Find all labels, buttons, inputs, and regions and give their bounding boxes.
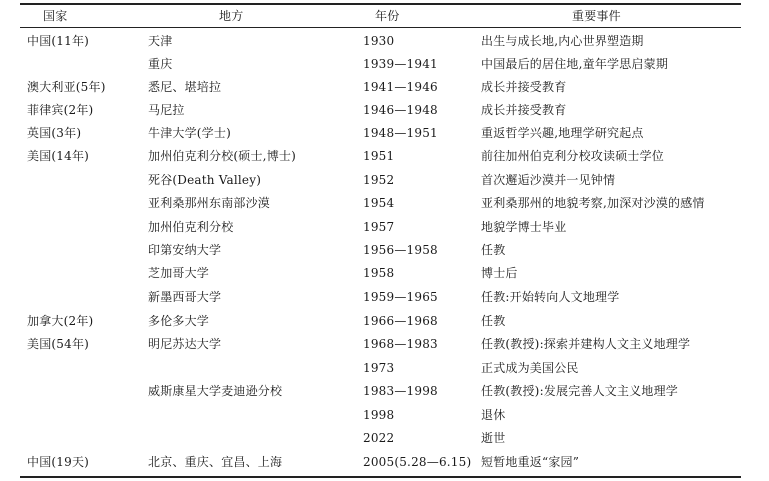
cell-year: 2005(5.28—6.15)	[363, 455, 472, 469]
cell-place: 悉尼、堪培拉	[148, 80, 222, 94]
cell-event: 任教(教授):发展完善人文主义地理学	[481, 384, 679, 398]
header-rule	[20, 27, 741, 28]
cell-place: 天津	[148, 34, 173, 48]
cell-event: 逝世	[481, 431, 506, 445]
cell-country: 中国(11年)	[27, 34, 90, 48]
cell-year: 1957	[363, 220, 395, 234]
cell-country: 加拿大(2年)	[27, 314, 94, 328]
cell-place: 牛津大学(学士)	[148, 126, 231, 140]
cell-year: 1948—1951	[363, 126, 438, 140]
cell-country: 美国(54年)	[27, 337, 90, 351]
cell-year: 1954	[363, 196, 395, 210]
cell-year: 1946—1948	[363, 103, 438, 117]
header-year: 年份	[375, 9, 400, 23]
cell-country: 英国(3年)	[27, 126, 82, 140]
cell-year: 1959—1965	[363, 290, 438, 304]
cell-event: 博士后	[481, 266, 518, 280]
cell-year: 1951	[363, 149, 395, 163]
cell-year: 1930	[363, 34, 395, 48]
cell-year: 1998	[363, 408, 395, 422]
cell-year: 1973	[363, 361, 395, 375]
cell-year: 1983—1998	[363, 384, 438, 398]
cell-event: 前往加州伯克利分校攻读硕士学位	[481, 149, 665, 163]
cell-place: 亚利桑那州东南部沙漠	[148, 196, 271, 210]
cell-place: 死谷(Death Valley)	[148, 173, 262, 187]
cell-place: 重庆	[148, 57, 173, 71]
cell-place: 加州伯克利分校(硕士,博士)	[148, 149, 296, 163]
cell-year: 2022	[363, 431, 395, 445]
header-country: 国家	[43, 9, 68, 23]
cell-event: 重返哲学兴趣,地理学研究起点	[481, 126, 644, 140]
cell-event: 中国最后的居住地,童年学思启蒙期	[481, 57, 669, 71]
cell-event: 任教(教授):探索并建构人文主义地理学	[481, 337, 691, 351]
cell-event: 正式成为美国公民	[481, 361, 579, 375]
cell-event: 任教:开始转向人文地理学	[481, 290, 620, 304]
cell-place: 威斯康星大学麦迪逊分校	[148, 384, 283, 398]
cell-event: 任教	[481, 243, 506, 257]
top-rule	[20, 3, 741, 5]
header-event: 重要事件	[572, 9, 621, 23]
cell-place: 芝加哥大学	[148, 266, 210, 280]
cell-place: 马尼拉	[148, 103, 185, 117]
cell-event: 出生与成长地,内心世界塑造期	[481, 34, 644, 48]
cell-year: 1941—1946	[363, 80, 438, 94]
cell-country: 澳大利亚(5年)	[27, 80, 106, 94]
cell-event: 首次邂逅沙漠并一见钟情	[481, 173, 616, 187]
cell-place: 明尼苏达大学	[148, 337, 222, 351]
cell-year: 1968—1983	[363, 337, 438, 351]
cell-place: 新墨西哥大学	[148, 290, 222, 304]
cell-place: 加州伯克利分校	[148, 220, 234, 234]
cell-place: 多伦多大学	[148, 314, 210, 328]
cell-year: 1952	[363, 173, 395, 187]
cell-place: 北京、重庆、宜昌、上海	[148, 455, 283, 469]
cell-year: 1958	[363, 266, 395, 280]
cell-country: 美国(14年)	[27, 149, 90, 163]
cell-event: 地貌学博士毕业	[481, 220, 567, 234]
cell-event: 成长并接受教育	[481, 80, 567, 94]
cell-event: 成长并接受教育	[481, 103, 567, 117]
cell-country: 中国(19天)	[27, 455, 90, 469]
cell-place: 印第安纳大学	[148, 243, 222, 257]
cell-event: 短暂地重返“家园”	[481, 455, 580, 469]
cell-year: 1966—1968	[363, 314, 438, 328]
bottom-rule	[20, 476, 741, 478]
header-place: 地方	[219, 9, 244, 23]
cell-event: 退休	[481, 408, 506, 422]
cell-country: 菲律宾(2年)	[27, 103, 94, 117]
cell-event: 任教	[481, 314, 506, 328]
cell-event: 亚利桑那州的地貌考察,加深对沙漠的感情	[481, 196, 705, 210]
cell-year: 1956—1958	[363, 243, 438, 257]
cell-year: 1939—1941	[363, 57, 438, 71]
